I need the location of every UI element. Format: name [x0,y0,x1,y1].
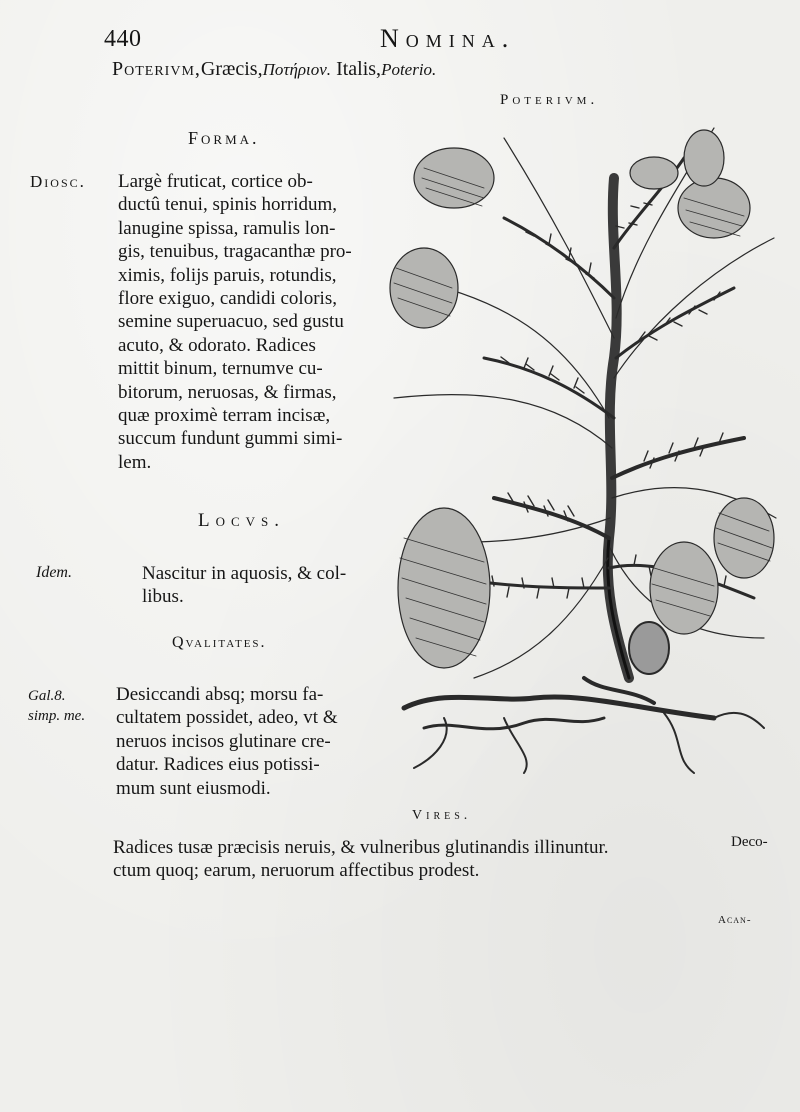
poterium-woodcut-illustration [384,118,780,778]
galen-note-line: simp. me. [28,708,86,724]
galen-margin-note [28,686,85,726]
greek-name: Ποτήριον. [262,60,332,79]
vires-line: Radices tusæ præcisis neruis, & vulneribus glutinandis illinuntur. [113,837,609,858]
italian-name: Poterio. [381,60,437,79]
plant-title-line [112,58,436,81]
forma-line: Largè fruticat, cortice ob- [118,171,313,192]
italian-label: Italis, [336,58,382,80]
forma-line: ximis, folijs paruis, rotundis, [118,264,337,286]
forma-line: bitorum, neruosas, & firmas, [118,381,337,403]
locus-heading: Locvs. [198,510,286,531]
qualitates-line: neruos incisos glutinare cre- [116,730,331,752]
qualitates-heading: Qvalitates. [172,634,267,651]
page-number: 440 [104,26,142,52]
forma-line: flore exiguo, candidi coloris, [118,288,337,310]
locus-line: Nascitur in aquosis, & col- [142,563,347,584]
greek-label: Græcis, [200,58,263,80]
forma-line: semine superuacuo, sed gustu [118,311,344,333]
woodcut-svg [384,118,780,778]
running-head: Nomina. [380,24,516,53]
catchword: Acan- [718,914,752,926]
dioscorides-margin-note: Diosc. [30,172,86,191]
vires-text [113,836,713,883]
forma-line: succum fundunt gummi simi- [118,428,343,450]
forma-line: quæ proximè terram incisæ, [118,405,331,427]
forma-line: gis, tenuibus, tragacanthæ pro- [118,241,352,263]
qualitates-line: datur. Radices eius potissi- [116,754,320,776]
forma-line: acuto, & odorato. Radices [118,334,316,356]
forma-text [118,170,378,474]
forma-line: mittit binum, ternumve cu- [118,358,323,380]
qualitates-line: cultatem possidet, adeo, vt & [116,707,338,729]
qualitates-text [116,683,384,800]
forma-heading: Forma. [188,128,260,148]
forma-line: lem. [118,451,152,473]
locus-line: libus. [142,586,184,608]
galen-note-line: Gal.8. [28,688,66,704]
qualitates-line: mum sunt eiusmodi. [116,777,271,799]
locus-text [142,562,392,609]
vires-line: ctum quoq; earum, neruorum affectibus prodest. [113,860,480,882]
idem-margin-note: Idem. [36,564,72,581]
vires-heading: Vires. [412,808,472,823]
latin-name: Poterivm, [112,58,201,80]
qualitates-line: Desiccandi absq; morsu fa- [116,684,324,705]
forma-line: ductû tenui, spinis horridum, [118,194,338,216]
forma-line: lanugine spissa, ramulis lon- [118,217,336,239]
plate-caption: Poterivm. [500,92,599,108]
vires-continuation: Deco- [731,834,768,850]
